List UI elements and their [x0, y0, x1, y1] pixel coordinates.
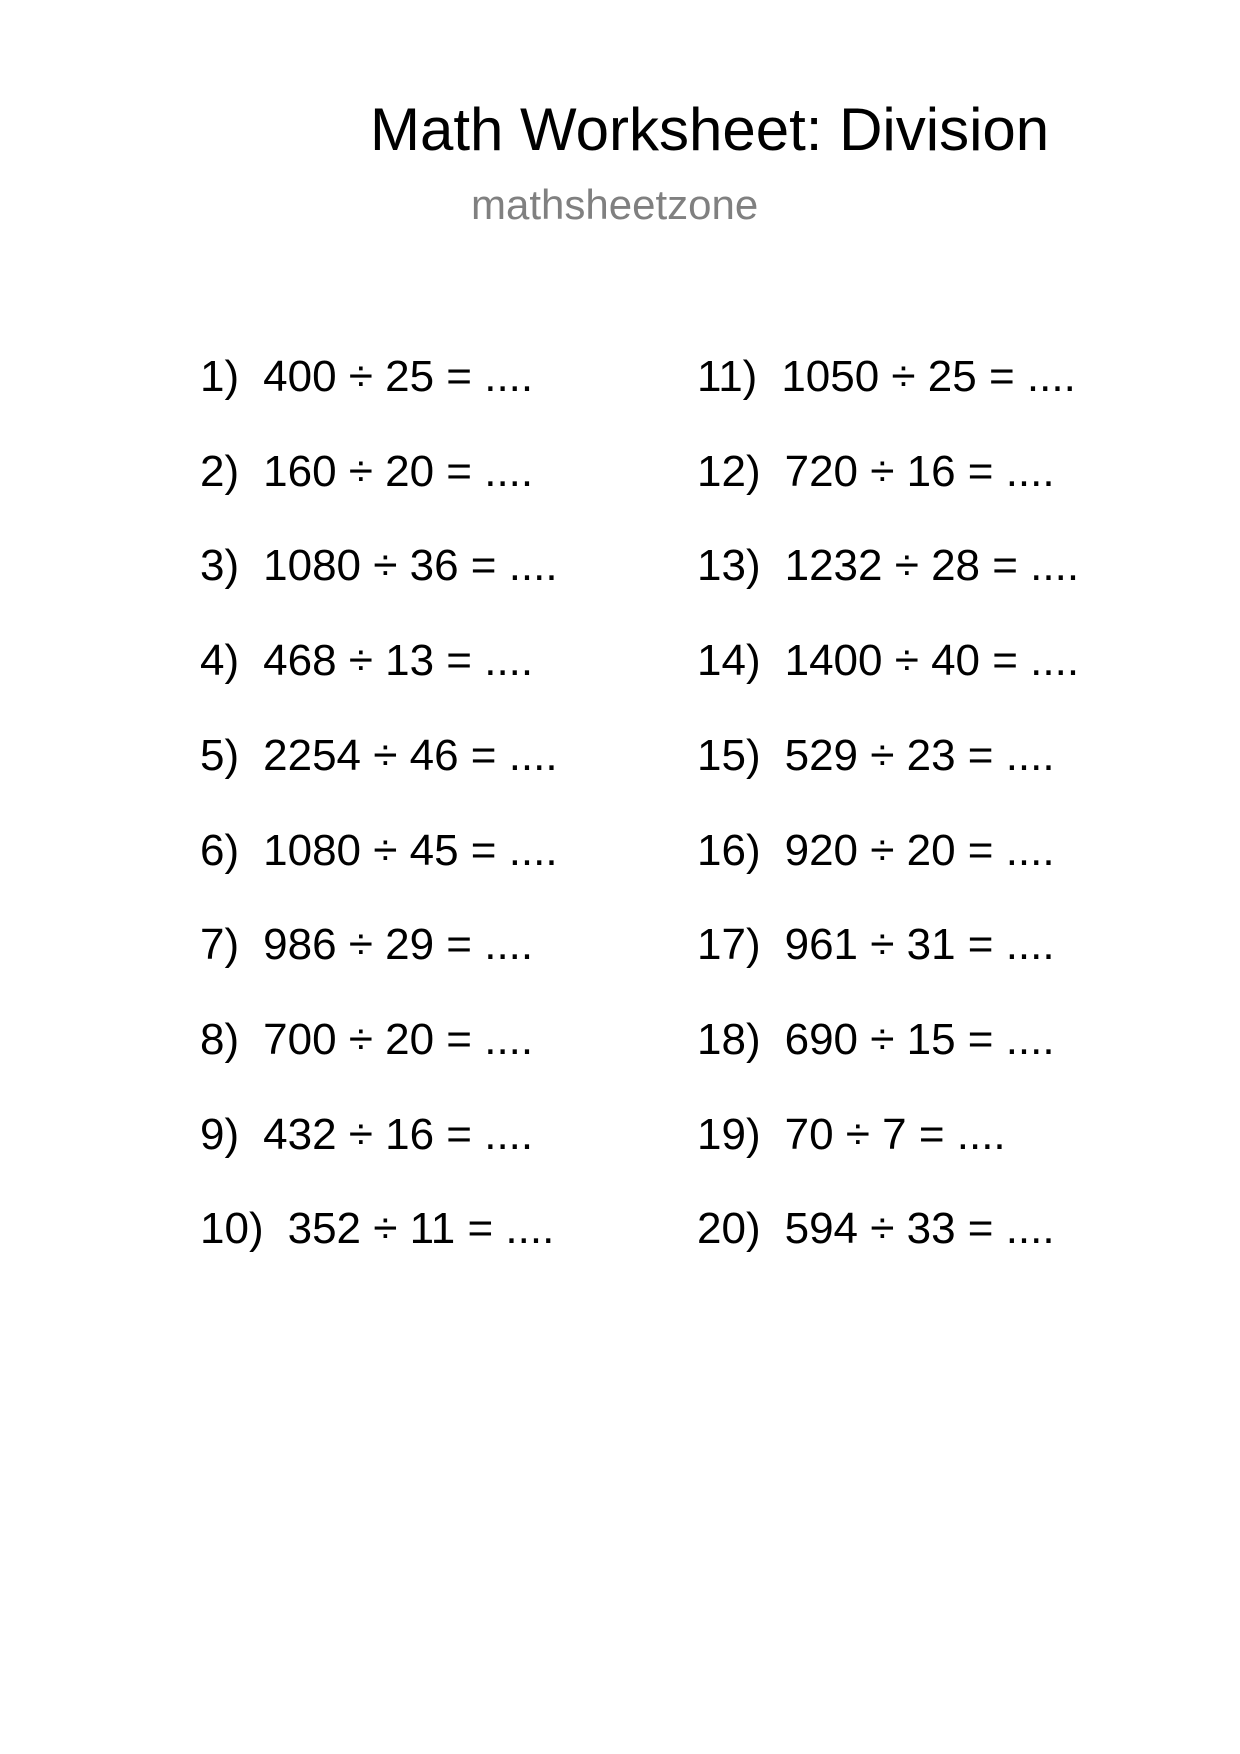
problem-expression: 432 ÷ 16 = ....: [263, 1109, 534, 1159]
page-subtitle: mathsheetzone: [471, 181, 759, 228]
problem-number: 9): [200, 1109, 240, 1159]
problem-expression: 1080 ÷ 36 = ....: [263, 541, 558, 591]
problem-expression: 1080 ÷ 45 = ....: [263, 825, 558, 875]
problem-expression: 352 ÷ 11 = ....: [287, 1204, 555, 1254]
problem-number: 5): [200, 730, 240, 780]
problem-number: 13): [697, 541, 761, 591]
problem-expression: 2254 ÷ 46 = ....: [263, 730, 558, 780]
problem-expression: 961 ÷ 31 = ....: [784, 920, 1055, 970]
problem-number: 20): [697, 1204, 761, 1254]
problem-expression: 160 ÷ 20 = ....: [263, 446, 534, 496]
problem-item: [697, 825, 1055, 875]
problem-number: 6): [200, 825, 240, 875]
problem-number: 17): [697, 920, 761, 970]
problem-number: 16): [697, 825, 761, 875]
problem-number: 18): [697, 1014, 761, 1064]
problem-number: 14): [697, 636, 761, 686]
problem-item: [697, 920, 1055, 970]
problem-number: 2): [200, 446, 240, 496]
problem-expression: 690 ÷ 15 = ....: [784, 1014, 1055, 1064]
problem-number: 15): [697, 730, 761, 780]
problem-expression: 594 ÷ 33 = ....: [784, 1204, 1055, 1254]
problem-item: [200, 1204, 555, 1254]
problem-number: 19): [697, 1109, 761, 1159]
problem-item: [697, 446, 1055, 496]
page-title: Math Worksheet: Division: [370, 96, 1050, 163]
problem-number: 4): [200, 636, 240, 686]
problem-item: [200, 920, 534, 970]
problem-expression: 468 ÷ 13 = ....: [263, 636, 534, 686]
problem-item: [200, 730, 558, 780]
problem-number: 10): [200, 1204, 264, 1254]
problem-item: [697, 1109, 1006, 1159]
problem-item: [697, 352, 1076, 401]
problem-item: [697, 636, 1080, 686]
problem-expression: 529 ÷ 23 = ....: [784, 730, 1055, 780]
problem-expression: 1400 ÷ 40 = ....: [784, 636, 1080, 686]
problem-expression: 700 ÷ 20 = ....: [263, 1014, 534, 1064]
problem-item: [200, 825, 558, 875]
problem-expression: 1050 ÷ 25 = ....: [781, 352, 1076, 401]
problem-item: [697, 1204, 1055, 1254]
problem-number: 11): [697, 352, 758, 401]
problem-expression: 986 ÷ 29 = ....: [263, 920, 534, 970]
problem-number: 7): [200, 920, 240, 970]
problem-item: [200, 1014, 534, 1064]
problem-expression: 720 ÷ 16 = ....: [784, 446, 1055, 496]
problem-expression: 920 ÷ 20 = ....: [784, 825, 1055, 875]
problem-item: [697, 541, 1080, 591]
problem-item: [697, 730, 1055, 780]
problem-number: 1): [200, 352, 240, 401]
problem-expression: 400 ÷ 25 = ....: [263, 352, 534, 401]
problem-number: 3): [200, 541, 240, 591]
problem-number: 12): [697, 446, 761, 496]
problem-expression: 70 ÷ 7 = ....: [784, 1109, 1006, 1159]
problem-item: [200, 636, 534, 686]
problem-item: [697, 1014, 1055, 1064]
problem-number: 8): [200, 1014, 240, 1064]
problem-item: [200, 1109, 534, 1159]
problem-item: [200, 446, 534, 496]
problem-item: [200, 541, 558, 591]
problem-item: [200, 352, 534, 401]
problem-expression: 1232 ÷ 28 = ....: [784, 541, 1080, 591]
